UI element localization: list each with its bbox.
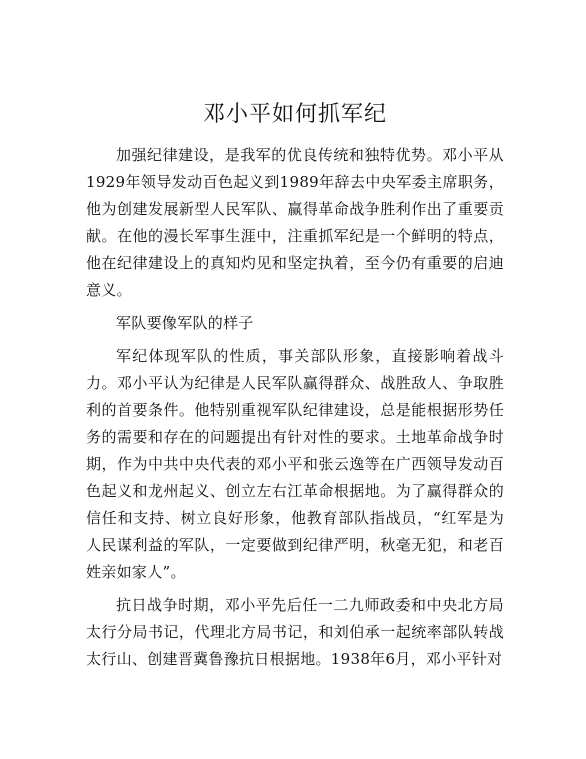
document-title: 邓小平如何抓军纪 xyxy=(202,102,387,127)
section-heading: 军队要像军队的样子 xyxy=(116,314,254,332)
paragraph-intro: 加强纪律建设，是我军的优良传统和独特优势。邓小平从1929年领导发动百色起义到1989年辞去中央军委主席职务，他为创建发展新型人民军队、赢得革命战争胜利作出了重要贡献。在他的漫长军事生涯中，注重抓军纪是一个鲜明的特点，他在纪律建设上的真知灼见和坚定执着，至今仍有重要的启迪意义。 xyxy=(86,146,504,299)
document-page xyxy=(86,100,504,679)
paragraph-discipline: 军纪体现军队的性质，事关部队形象，直接影响着战斗力。邓小平认为纪律是人民军队赢得群众、战胜敌人、争取胜利的首要条件。他特别重视军队纪律建设，总是能根据形势任务的需要和存在的问题提出有针对性的要求。土地革命战争时期，作为中共中央代表的邓小平和张云逸等在广西领导发动百色起义和龙州起义、创立左右江革命根据地。为了赢得群众的信任和支持、树立良好形象，他教育部队指战员，“红军是为人民谋利益的军队，一定要做到纪律严明，秋毫无犯，和老百姓亲如家人”。 xyxy=(86,347,504,581)
paragraph-anti-japanese-war: 抗日战争时期，邓小平先后任一二九师政委和中央北方局太行分局书记，代理北方局书记，和刘伯承一起统率部队转战太行山、创建晋冀鲁豫抗日根据地。1938年6月，邓小平针对 xyxy=(86,596,504,668)
